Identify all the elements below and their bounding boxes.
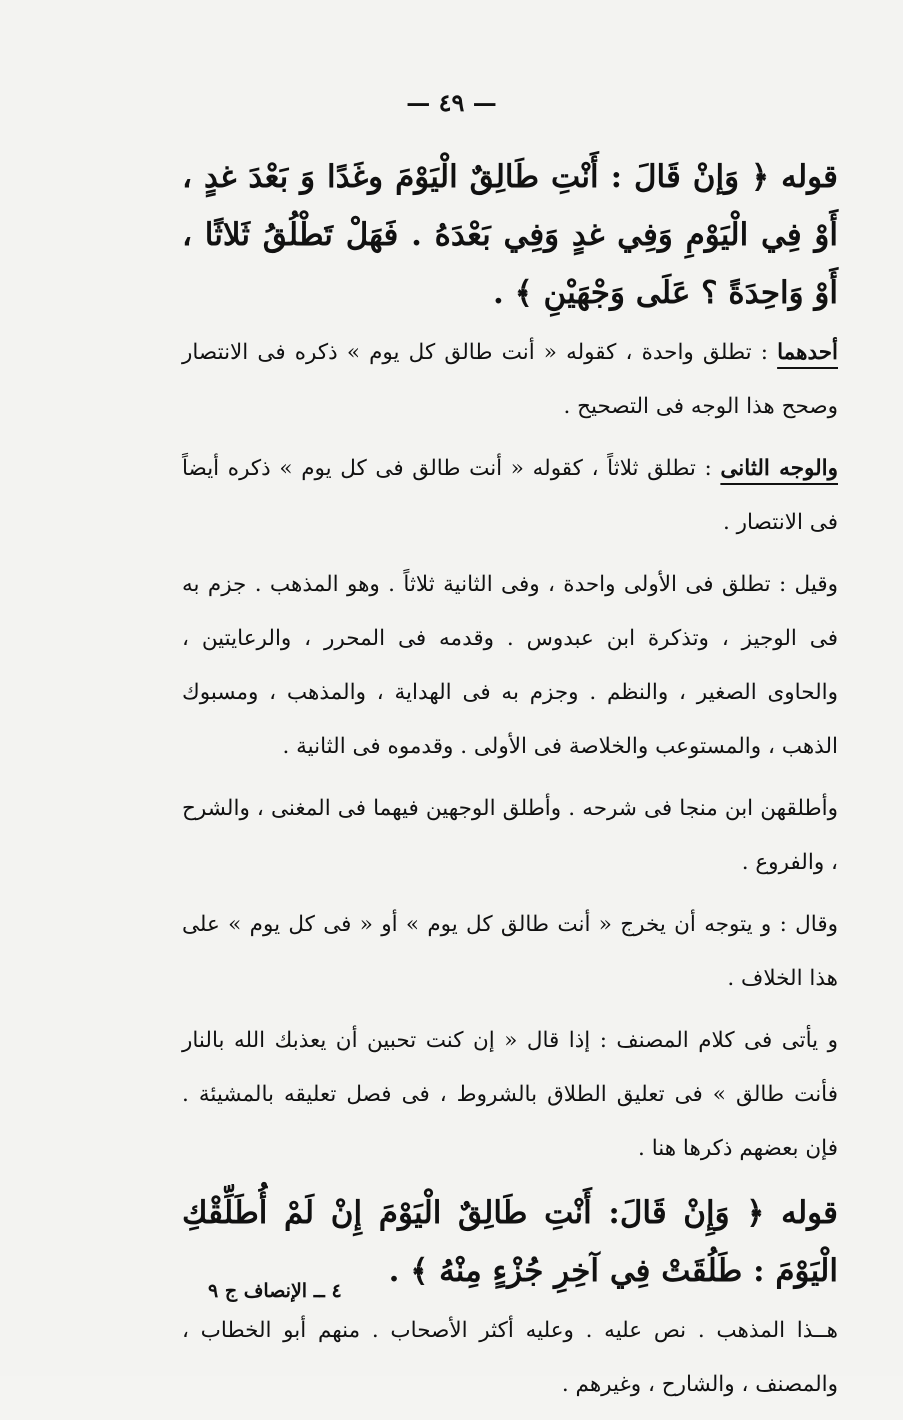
paragraph-first-view [182, 326, 838, 434]
paragraph-label-first: أحدهما [777, 340, 838, 365]
paragraph-ibn-munja: وأطلقهن ابن منجا فى شرحه . وأطلق الوجهين فيهما فى المغنى ، والشرح ، والفروع . [182, 796, 838, 875]
page-number: — ٤٩ — [406, 88, 497, 117]
signature-footer: ٤ ــ الإنصاف ج ٩ [208, 1280, 342, 1302]
paragraph-takhrij: وقال : و يتوجه أن يخرج « أنت طالق كل يوم » أو « فى كل يوم » على هذا الخلاف . [182, 912, 838, 991]
text-column [182, 148, 838, 1420]
paragraph-nass: هــذا المذهب . نص عليه . وعليه أكثر الأصحاب . منهم أبو الخطاب ، والمصنف ، والشارح ، وغيرهم . [182, 1318, 838, 1397]
paragraph-text: : تطلق واحدة ، كقوله « أنت طالق كل يوم » ذكره فى الانتصار وصحح هذا الوجه فى التصحيح . [182, 340, 838, 419]
paragraph-label-second: والوجه الثانى [720, 456, 838, 481]
paragraph-text: : تطلق ثلاثاً ، كقوله « أنت طالق فى كل يوم » ذكره أيضاً فى الانتصار . [182, 456, 838, 535]
quoted-heading-1: قوله ﴿ وَإنْ قَالَ : أَنْتِ طَالِقٌ الْيَوْمَ وغَدًا وَ بَعْدَ غدٍ ، أَوْ فِي الْيَوْمِ وَفِي غدٍ وَفِي بَعْدَهُ . فَهَلْ تَطْلُقُ ثَلاثًا ، أَوْ وَاحِدَةً ؟ عَلَى وَجْهَيْنِ ﴾ . [182, 159, 838, 311]
quoted-heading-2: قوله ﴿ وَإِنْ قَالَ: أَنْتِ طَالِقٌ الْيَوْمَ إِنْ لَمْ أُطَلِّقْكِ الْيَوْمَ : طَلُقَتْ فِي آخِرِ جُزْءٍ مِنْهُ ﴾ . [182, 1195, 838, 1289]
paragraph-madhhab: وقيل : تطلق فى الأولى واحدة ، وفى الثانية ثلاثاً . وهو المذهب . جزم به فى الوجيز ، وتذكرة ابن عبدوس . وقدمه فى المحرر ، والرعايتين ، والحاوى الصغير ، والنظم . وجزم به فى الهداية ، والمذهب ، ومسبوك الذهب ، والمستوعب والخلاصة فى الأولى . وقدموه فى الثانية . [182, 572, 838, 759]
paragraph-second-view [182, 442, 838, 550]
paragraph-crossref: و يأتى فى كلام المصنف : إذا قال « إن كنت تحبين أن يعذبك الله بالنار فأنت طالق » فى تعليق الطلاق بالشروط ، فى فصل تعليقه بالمشيئة . فإن بعضهم ذكرها هنا . [182, 1028, 838, 1161]
